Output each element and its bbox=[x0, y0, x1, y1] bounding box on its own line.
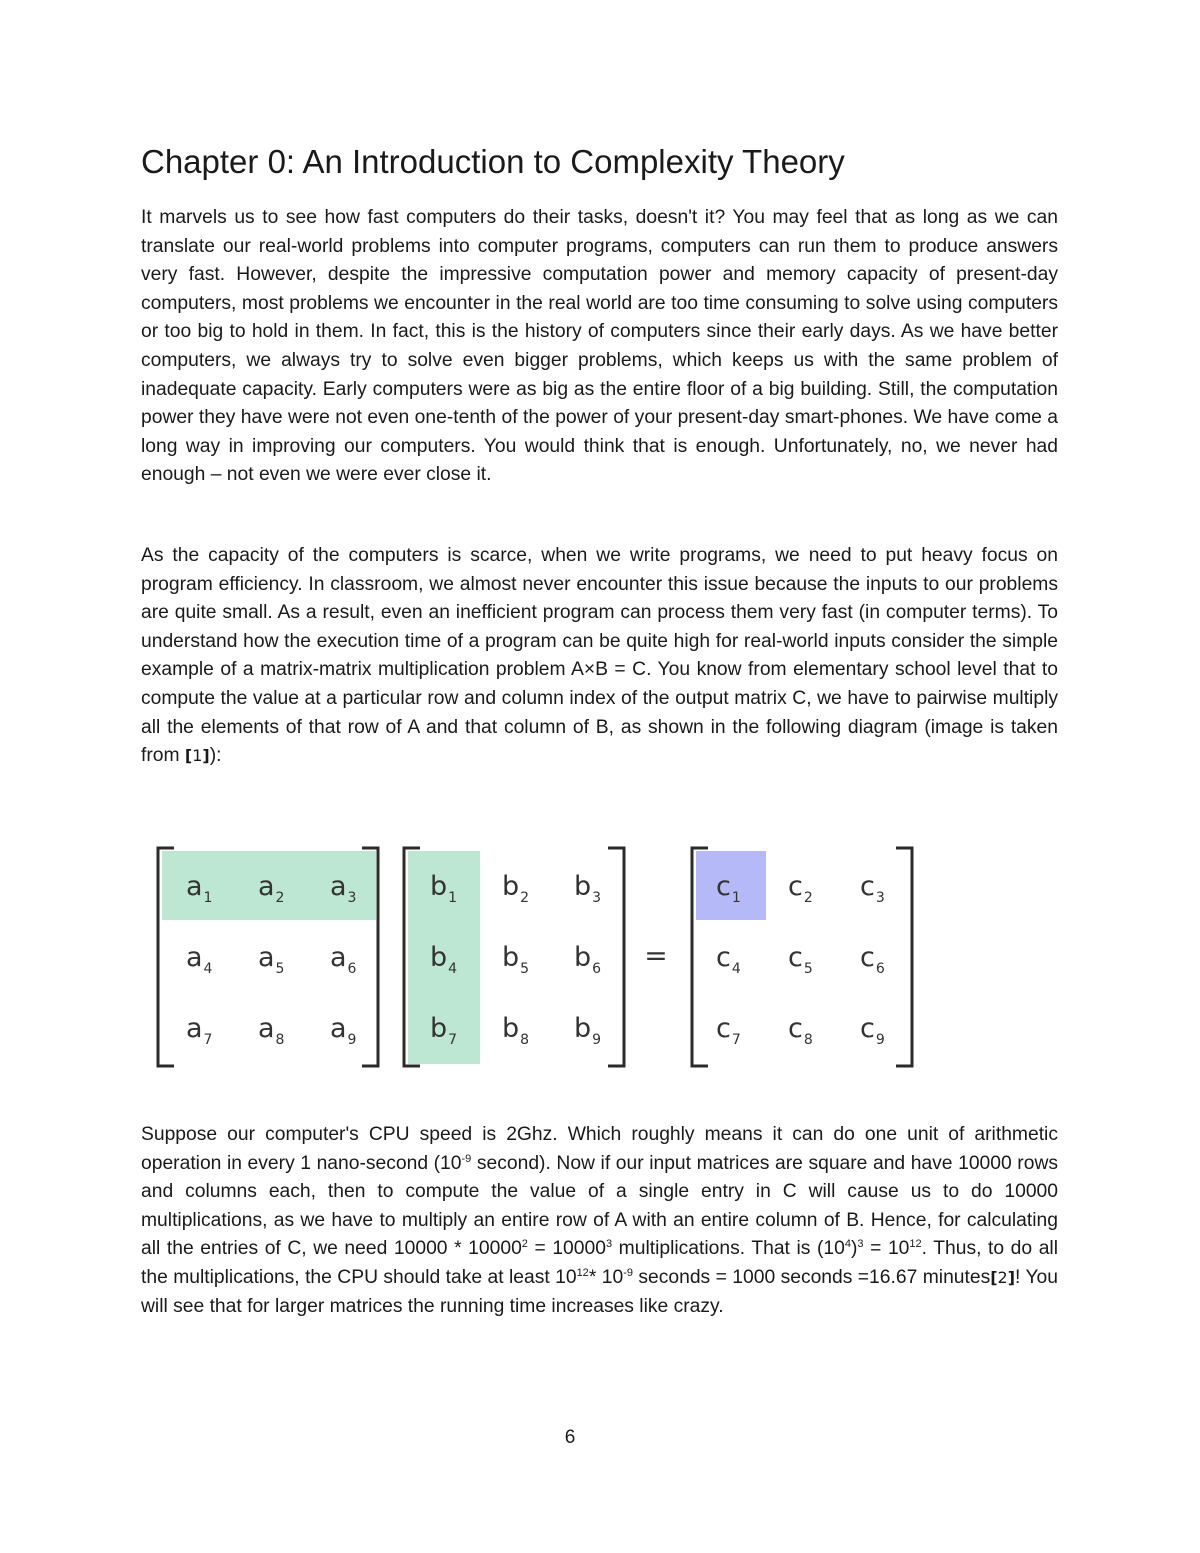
matrix-b-cell: $b_6$ bbox=[574, 942, 602, 977]
matrix-b-right-bracket bbox=[608, 848, 624, 1066]
matrix-a-cell: $a_2$ bbox=[258, 871, 285, 906]
matrix-b-cell: $b_7$ bbox=[430, 1013, 458, 1048]
matrix-a-cell: $a_3$ bbox=[330, 871, 357, 906]
matrix-a-cell: $a_8$ bbox=[258, 1013, 285, 1048]
matrix-c-cell: $c_8$ bbox=[788, 1013, 813, 1048]
matrix-a-cell: $a_5$ bbox=[258, 942, 285, 977]
matrix-c-cell: $c_5$ bbox=[788, 942, 813, 977]
matrix-c-cell: $c_1$ bbox=[716, 871, 741, 906]
matrix-c-cell: $c_7$ bbox=[716, 1013, 741, 1048]
matrix-b-cell: $b_4$ bbox=[430, 942, 458, 977]
page-number: 6 bbox=[564, 1427, 576, 1448]
matrix-c-cell: $c_6$ bbox=[860, 942, 885, 977]
matrix-c-cell: $c_2$ bbox=[788, 871, 813, 906]
matrix-a-cell: $a_1$ bbox=[186, 871, 213, 906]
paragraph-efficiency: As the capacity of the computers is scarce, when we write programs, we need to put heavy focus on program efficiency. In classroom, we almost never encounter this issue because the inputs to our problems are quite small. As a result, even an inefficient program can process them very fast (in computer terms). To understand how the execution time of a program can be quite high for real-world inputs consider the simple example of a matrix-matrix multiplication problem A×B = C. You know from elementary school level that to compute the value at a particular row and column index of the output matrix C, we have to pairwise multiply all the elements of that row of A and that column of B, as shown in the following diagram (image is taken from [1]): bbox=[141, 545, 1058, 767]
matrix-a-cell: $a_7$ bbox=[186, 1013, 213, 1048]
matrix-c-right-bracket bbox=[896, 848, 912, 1066]
matrix-a-cell: $a_6$ bbox=[330, 942, 357, 977]
paragraph-efficiency-text: As the capacity of the computers is scarce, when we write programs, we need to put heavy focus on program efficiency. In classroom, we almost never encounter this issue because the inputs to our problems are quite small. As a result, even an inefficient program can process them very fast (in computer terms). To understand how the execution time of a program can be quite high for real-world inputs consider the simple example of a matrix-matrix multiplication problem A×B = C. You know from elementary school level that to compute the value at a particular row and column index of the output matrix C, we have to pairwise multiply all the elements of that row of A and that column of B, as shown in the following diagram (image is taken from bbox=[141, 545, 1058, 767]
matrix-c-cell: $c_4$ bbox=[716, 942, 741, 977]
paragraph-intro: It marvels us to see how fast computers do their tasks, doesn't it? You may feel that as long as we can translate our real-world problems into computer programs, computers can run them to produce answers very fast. However, despite the impressive computation power and memory capacity of present-day computers, most problems we encounter in the real world are too time consuming to solve using computers or too big to hold in them. In fact, this is the history of computers since their early days. As we have better computers, we always try to solve even bigger problems, which keeps us with the same problem of inadequate capacity. Early computers were as big as the entire floor of a big building. Still, the computation power they have were not even one-tenth of the power of your present-day smart-phones. We have come a long way in improving our computers. You would think that is enough. Unfortunately, no, we never had enough – not even we were ever close it. bbox=[141, 207, 1058, 486]
matrix-a-cell: $a_4$ bbox=[186, 942, 213, 977]
matrix-c-cell: $c_3$ bbox=[860, 871, 885, 906]
matrix-b-cell: $b_5$ bbox=[502, 942, 530, 977]
matrix-b-cell: $b_3$ bbox=[574, 871, 602, 906]
matrix-a-cell: $a_9$ bbox=[330, 1013, 357, 1048]
matrix-b-cell: $b_8$ bbox=[502, 1013, 530, 1048]
chapter-title: Chapter 0: An Introduction to Complexity Theory bbox=[141, 143, 845, 180]
matrix-b-cell: $b_1$ bbox=[430, 871, 458, 906]
citation-link-2[interactable]: [2] bbox=[990, 1267, 1016, 1287]
cell-highlight-c bbox=[696, 851, 766, 920]
paragraph-cpu-example: Suppose our computer's CPU speed is 2Ghz. Which roughly means it can do one unit of arithmetic operation in every 1 nano-second ($10^{-9}$ second). Now if our input matrices are square and have 10000 rows and columns each, then to compute the value of a single entry in C will cause us to do 10000 multiplications, as we have to multiply an entire row of A with an entire column of B. Hence, for calculating all the entries of C, we need $10000 * 10000^2 = 10000^3$ multiplications. That is $(10^4)^3 = 10^{12}$. Thus, to do all the multiplications, the CPU should take at least $10^{12}*$ $10^{-9}$ seconds = 1000 seconds =16.67 minutes[2]! You will see that for larger matrices the running time increases like crazy. bbox=[141, 1124, 1059, 1317]
matrix-b-cell: $b_2$ bbox=[502, 871, 530, 906]
matrix-multiplication-diagram bbox=[150, 840, 920, 1074]
equals-sign: = bbox=[644, 939, 668, 972]
matrix-b-cell: $b_9$ bbox=[574, 1013, 602, 1048]
matrix-c-cell: $c_9$ bbox=[860, 1013, 885, 1048]
citation-link-1[interactable]: [1] bbox=[184, 746, 210, 766]
